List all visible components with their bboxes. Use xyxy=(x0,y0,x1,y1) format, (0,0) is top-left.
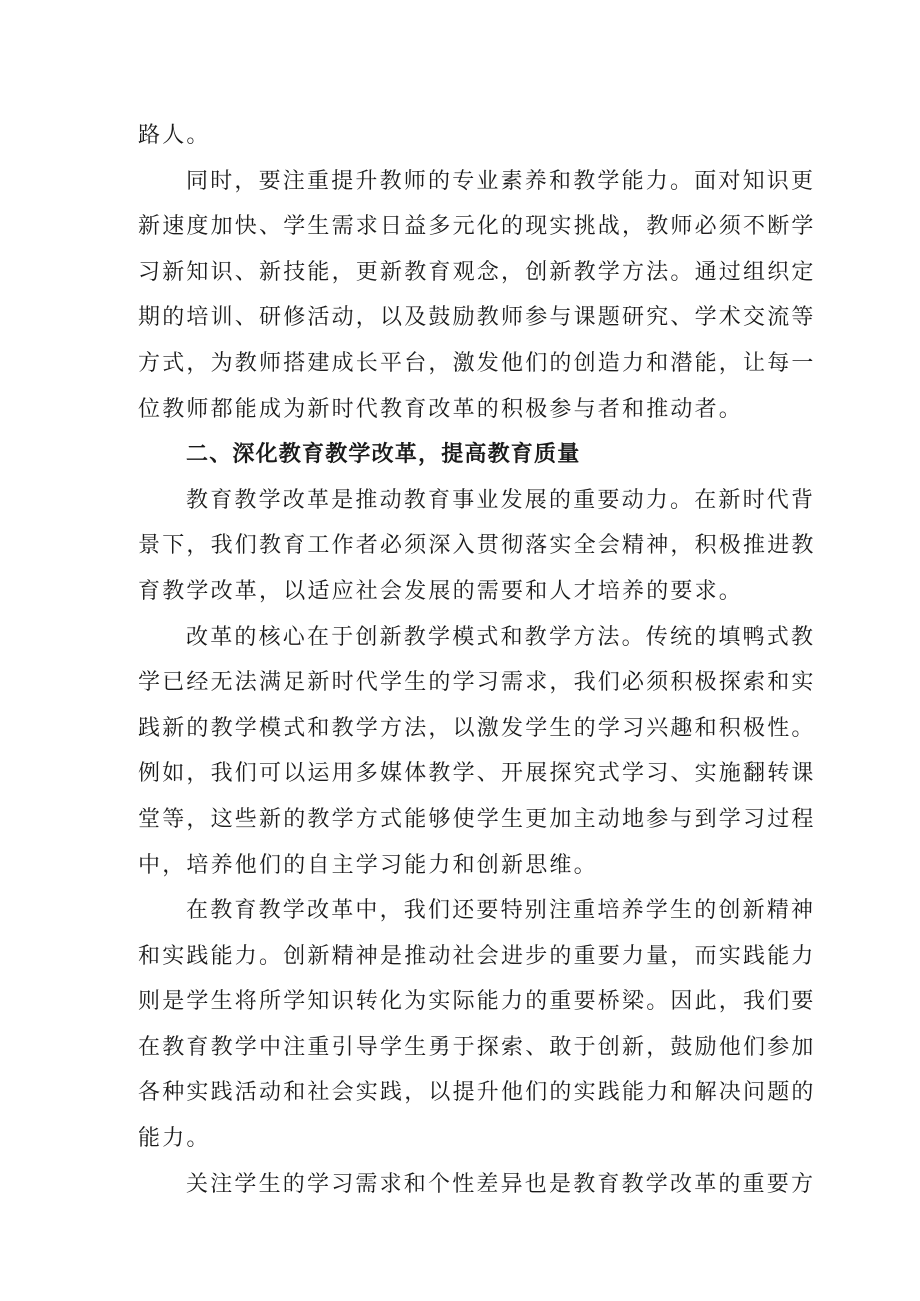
text-line: 堂等，这些新的教学方式能够使学生更加主动地参与到学习过程 xyxy=(138,806,816,832)
text-line: 习新知识、新技能，更新教育观念，创新教学方法。通过组织定 xyxy=(138,259,816,285)
paragraph-individual-needs xyxy=(138,1162,816,1208)
document-body xyxy=(138,113,816,1207)
text-line: 新速度加快、学生需求日益多元化的现实挑战，教师必须不断学 xyxy=(138,214,816,240)
text-line: 位教师都能成为新时代教育改革的积极参与者和推动者。 xyxy=(138,396,744,422)
text-line: 方式，为教师搭建成长平台，激发他们的创造力和潜能，让每一 xyxy=(138,350,816,376)
text-line: 中，培养他们的自主学习能力和创新思维。 xyxy=(138,852,598,878)
text-line: 教育教学改革是推动教育事业发展的重要动力。在新时代背 xyxy=(186,487,816,513)
section-heading xyxy=(138,432,788,478)
text-line: 景下，我们教育工作者必须深入贯彻落实全会精神，积极推进教 xyxy=(138,533,816,559)
text-line: 能力。 xyxy=(138,1126,211,1152)
text-line: 学已经无法满足新时代学生的学习需求，我们必须积极探索和实 xyxy=(138,670,816,696)
text-line: 在教育教学中注重引导学生勇于探索、敢于创新，鼓励他们参加 xyxy=(138,1034,816,1060)
text-line: 和实践能力。创新精神是推动社会进步的重要力量，而实践能力 xyxy=(138,943,816,969)
paragraph-teacher-development xyxy=(138,159,816,433)
paragraph-continuation xyxy=(138,113,788,159)
paragraph-innovation-practice xyxy=(138,888,816,1162)
text-line: 在教育教学改革中，我们还要特别注重培养学生的创新精神 xyxy=(186,898,816,924)
text-line: 期的培训、研修活动，以及鼓励教师参与课题研究、学术交流等 xyxy=(138,305,816,331)
paragraph-reform-intro xyxy=(138,478,816,615)
text-line: 路人。 xyxy=(138,123,211,148)
text-line: 则是学生将所学知识转化为实际能力的重要桥梁。因此，我们要 xyxy=(138,989,816,1015)
text-line: 例如，我们可以运用多媒体教学、开展探究式学习、实施翻转课 xyxy=(138,761,816,787)
text-line: 关注学生的学习需求和个性差异也是教育教学改革的重要方 xyxy=(186,1171,816,1197)
text-line: 践新的教学模式和教学方法，以激发学生的学习兴趣和积极性。 xyxy=(138,715,816,741)
text-line: 育教学改革，以适应社会发展的需要和人才培养的要求。 xyxy=(138,578,744,604)
text-line: 改革的核心在于创新教学模式和教学方法。传统的填鸭式教 xyxy=(186,624,816,650)
paragraph-teaching-methods xyxy=(138,615,816,889)
heading-text: 二、深化教育教学改革，提高教育质量 xyxy=(186,442,581,468)
text-line: 各种实践活动和社会实践，以提升他们的实践能力和解决问题的 xyxy=(138,1080,816,1106)
text-line: 同时，要注重提升教师的专业素养和教学能力。面对知识更 xyxy=(186,168,816,194)
